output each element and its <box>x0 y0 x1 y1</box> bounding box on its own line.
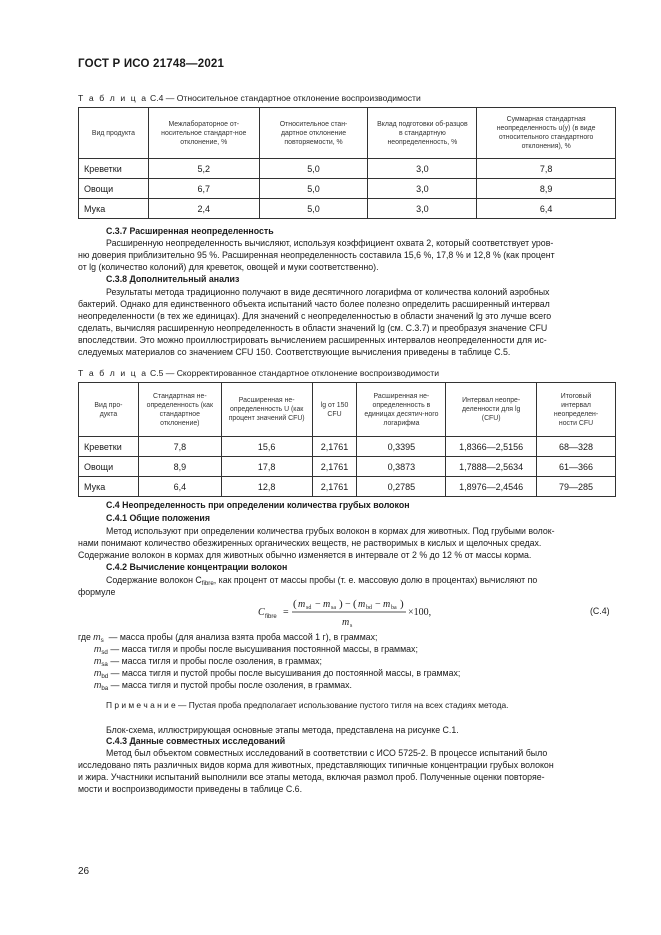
table-cell: 6,7 <box>148 179 259 199</box>
c-fibre-text: Содержание волокон C <box>106 575 202 585</box>
standard-title: ГОСТ Р ИСО 21748—2021 <box>78 58 225 70</box>
paragraph-line <box>106 575 537 590</box>
table-c4-header: Вклад подготовки об-разцов в стандартную неопределенность, % <box>368 108 477 159</box>
table-cell: 15,6 <box>221 437 312 457</box>
paragraph-line: и жира. Участники испытаний выполнили все этапы метода, включая размол проб. Полученные оценки повторяе- <box>78 772 545 782</box>
svg-text:=: = <box>283 607 289 618</box>
table-cell: 8,9 <box>138 457 221 477</box>
svg-text:fibre: fibre <box>265 614 277 620</box>
table-cell: 3,0 <box>368 179 477 199</box>
table-cell: 5,0 <box>259 159 368 179</box>
table-row <box>79 199 616 219</box>
table-cell: 1,8976—2,4546 <box>446 477 537 497</box>
table-cell: 2,1761 <box>312 437 357 457</box>
c-fibre-rest: , как процент от массы пробы (т. е. массовую долю в процентах) вычисляют по <box>213 575 538 585</box>
table-cell: 17,8 <box>221 457 312 477</box>
table-c4-caption-text: С.4 — Относительное стандартное отклонение воспроизводимости <box>149 93 421 103</box>
table-cell: 68—328 <box>537 437 616 457</box>
definition-subscript: sd <box>101 649 108 656</box>
table-cell: 3,0 <box>368 199 477 219</box>
table-c4-header: Вид продукта <box>79 108 149 159</box>
table-c4-header: Межлабораторное от-носительное стандарт-ное отклонение, % <box>148 108 259 159</box>
table-c4-caption-prefix: Т а б л и ц а <box>78 93 148 103</box>
table-c4-header-row <box>79 108 616 159</box>
section-c42-heading: С.4.2 Вычисление концентрации волокон <box>106 562 288 572</box>
svg-text:sd: sd <box>306 605 312 611</box>
table-cell: 2,4 <box>148 199 259 219</box>
definition-symbol: m <box>94 644 102 654</box>
table-cell: Креветки <box>79 159 149 179</box>
table-cell: 1,7888—2,5634 <box>446 457 537 477</box>
table-row <box>79 159 616 179</box>
note-text: — Пустая проба предполагает использование пустого тигля на всех стадиях метода. <box>178 700 509 710</box>
svg-text:(: ( <box>293 598 297 610</box>
table-row <box>79 457 616 477</box>
table-row <box>79 179 616 199</box>
table-c5-header: Итоговый интервал неопределен-ности CFU <box>537 383 616 437</box>
paragraph-line: от lg (количество колоний) для креветок, овощей и муки соответственно). <box>78 262 379 272</box>
definition-intro: где <box>78 632 91 642</box>
paragraph-line: впоследствии. Это можно проиллюстрировать вычислением расширенных интервалов неопределенности для ис- <box>78 335 547 345</box>
note-prefix: П р и м е ч а н и е <box>106 700 176 710</box>
table-c5-header: Стандартная не-определенность (как стандартное отклонение) <box>138 383 221 437</box>
section-c37-heading: С.3.7 Расширенная неопределенность <box>106 226 274 236</box>
paragraph-line: мости и воспроизводимости приведены в таблице С.6. <box>78 784 303 794</box>
definition-text: — масса пробы (для анализа взята проба массой 1 г), в граммах; <box>108 632 378 642</box>
paragraph-line: следуемых материалов со значением CFU 150. Соответствующие вычисления приведены в таблице С.5. <box>78 347 511 357</box>
table-cell: 5,2 <box>148 159 259 179</box>
svg-text:(: ( <box>353 598 357 610</box>
table-cell: 5,0 <box>259 199 368 219</box>
paragraph-line: Метод был объектом совместных исследований в соответствии с ИСО 5725-2. В процессе испытаний было <box>106 748 548 758</box>
table-c4 <box>78 107 616 219</box>
svg-text:C: C <box>258 607 265 618</box>
paragraph-line: бактерий. Однако для единственного объекта испытаний часто более полезно определить расширенный интервал <box>78 299 550 309</box>
definition-text: — масса тигля и пробы после высушивания постоянной массы, в граммах; <box>110 644 418 654</box>
paragraph-line: неопределенности (в тех же единицах). Для значений с неопределенностью в области значений lg это лучше всего <box>78 311 552 321</box>
svg-text:m: m <box>298 599 306 610</box>
definition-text: — масса тигля и пустой пробы после озоления, в граммах. <box>110 680 352 690</box>
table-cell: Креветки <box>79 437 139 457</box>
c-fibre-subscript: fibre <box>201 580 214 587</box>
table-c5-header: Расширенная не-определенность в единицах десятич-ного логарифма <box>357 383 446 437</box>
definition-text: — масса тигля и пустой пробы после высушивания до постоянной массы, в граммах; <box>110 668 461 678</box>
table-cell: 7,8 <box>138 437 221 457</box>
table-cell: 3,0 <box>368 159 477 179</box>
definition-symbol: m <box>94 656 102 666</box>
paragraph-line: ню доверия приблизительно 95 %. Расширенная неопределенность составила 15,6 %, 17,8 % и 12,8 % (как процент <box>78 250 555 260</box>
formula-c4 <box>250 596 490 630</box>
note <box>106 700 509 712</box>
table-c5 <box>78 382 616 497</box>
table-cell: 12,8 <box>221 477 312 497</box>
svg-text:sa: sa <box>331 605 336 611</box>
section-c43-heading: С.4.3 Данные совместных исследований <box>106 736 286 746</box>
table-cell: Мука <box>79 477 139 497</box>
table-c4-header: Суммарная стандартная неопределенность u(y) (в виде относительного стандартного отклонения), % <box>477 108 616 159</box>
svg-text:−: − <box>315 599 321 610</box>
definition-symbol: m <box>94 668 102 678</box>
table-row <box>79 437 616 457</box>
table-c5-header: Интервал неопре-деленности для lg (CFU) <box>446 383 537 437</box>
paragraph-line: нами понимают количество обезжиренных органических веществ, не растворимых в кислых и щелочных средах. <box>78 538 542 548</box>
table-cell: Овощи <box>79 179 149 199</box>
table-c5-header: lg от 150 CFU <box>312 383 357 437</box>
definition-subscript: sa <box>101 661 108 668</box>
paragraph-line: Метод используют при определении количества грубых волокон в кормах для животных. Под грубыми волок- <box>106 526 555 536</box>
table-c5-caption <box>78 368 439 378</box>
table-c5-header: Вид про-дукта <box>79 383 139 437</box>
svg-text:m: m <box>383 599 391 610</box>
table-cell: 0,3873 <box>357 457 446 477</box>
table-cell: Овощи <box>79 457 139 477</box>
paragraph-line: сделать, вычисляя расширенную неопределенность в области значений lg (см. С.3.7) и преобразуя значение CFU <box>78 323 548 333</box>
definition-item <box>94 680 352 695</box>
definition-subscript: s <box>100 637 104 644</box>
section-c38-heading: С.3.8 Дополнительный анализ <box>106 274 240 284</box>
svg-text:−: − <box>375 599 381 610</box>
table-cell: 8,9 <box>477 179 616 199</box>
table-cell: 79—285 <box>537 477 616 497</box>
definition-subscript: ba <box>101 685 109 692</box>
table-c5-header-row <box>79 383 616 437</box>
table-c5-header: Расширенная не-определенность U (как процент значений CFU) <box>221 383 312 437</box>
formula-number: (С.4) <box>590 606 610 616</box>
table-cell: 6,4 <box>477 199 616 219</box>
section-c41-heading: С.4.1 Общие положения <box>106 513 210 523</box>
definition-symbol: m <box>94 680 102 690</box>
svg-text:s: s <box>350 623 353 629</box>
table-cell: 61—366 <box>537 457 616 477</box>
table-c5-caption-prefix: Т а б л и ц а <box>78 368 148 378</box>
table-cell: 2,1761 <box>312 477 357 497</box>
svg-text:−: − <box>345 599 351 610</box>
table-cell: Мука <box>79 199 149 219</box>
svg-text:×100,: ×100, <box>408 607 432 618</box>
table-cell: 6,4 <box>138 477 221 497</box>
definition-text: — масса тигля и пробы после озоления, в граммах; <box>110 656 322 666</box>
definition-subscript: bd <box>101 673 109 680</box>
blockscheme-line: Блок-схема, иллюстрирующая основные этапы метода, представлена на рисунке С.1. <box>106 725 459 735</box>
table-cell: 2,1761 <box>312 457 357 477</box>
paragraph-line: Расширенную неопределенность вычисляют, используя коэффициент охвата 2, который соответствует уров- <box>106 238 554 248</box>
paragraph-line: исследовано пять различных видов корма для животных, представляющих типичные концентрации грубых волокон <box>78 760 554 770</box>
svg-text:m: m <box>358 599 366 610</box>
table-cell: 0,3395 <box>357 437 446 457</box>
svg-text:): ) <box>339 598 343 610</box>
table-row <box>79 477 616 497</box>
table-c4-caption <box>78 93 421 103</box>
table-cell: 1,8366—2,5156 <box>446 437 537 457</box>
svg-text:ba: ba <box>391 605 397 611</box>
svg-text:): ) <box>400 598 404 610</box>
definition-symbol: m <box>93 632 101 642</box>
table-cell: 7,8 <box>477 159 616 179</box>
section-c4-heading: С.4 Неопределенность при определении количества грубых волокон <box>106 500 410 510</box>
svg-text:m: m <box>342 617 350 628</box>
paragraph-line: формуле <box>78 587 116 597</box>
table-c4-header: Относительное стан-дартное отклонение повторяемости, % <box>259 108 368 159</box>
table-cell: 0,2785 <box>357 477 446 497</box>
paragraph-line: Результаты метода традиционно получают в виде десятичного логарифма от количества колоний аэробных <box>106 287 550 297</box>
table-c5-caption-text: С.5 — Скорректированное стандартное отклонение воспроизводимости <box>149 368 440 378</box>
table-cell: 5,0 <box>259 179 368 199</box>
svg-text:m: m <box>323 599 331 610</box>
paragraph-line: Содержание волокон в кормах для животных обычно изменяется в интервале от 2 % до 12 % от массы корма. <box>78 550 532 560</box>
page-number: 26 <box>78 866 90 877</box>
svg-text:bd: bd <box>366 605 372 611</box>
